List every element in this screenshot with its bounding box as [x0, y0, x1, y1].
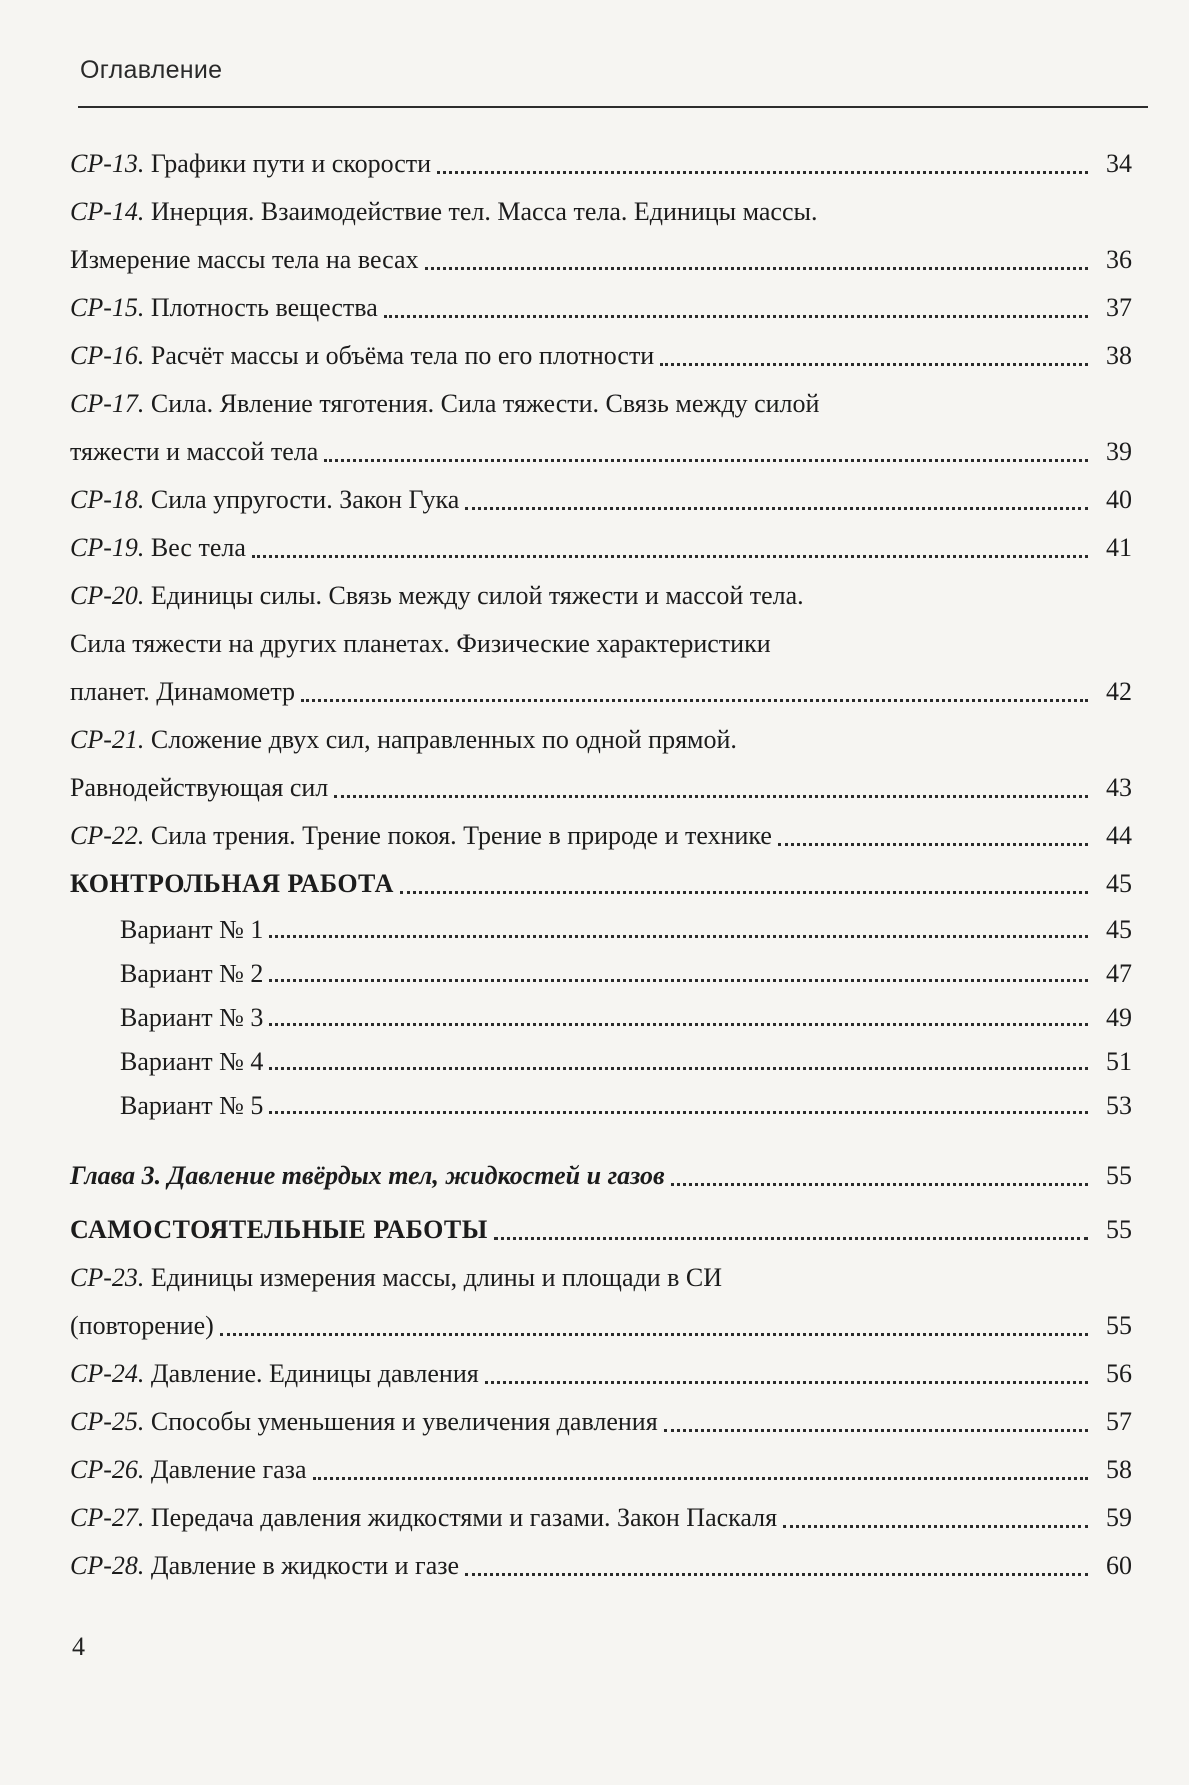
- variant-label: Вариант № 5: [120, 1091, 264, 1120]
- entry-title-cont: планет. Динамометр: [70, 677, 296, 706]
- toc-entry[interactable]: [70, 1542, 1132, 1590]
- entry-page: 58: [1106, 1455, 1132, 1484]
- leader-dots: [425, 267, 1088, 270]
- toc-chapter[interactable]: [70, 1152, 1132, 1200]
- entry-title-cont: тяжести и массой тела: [70, 437, 319, 466]
- toc-entry[interactable]: [70, 668, 1132, 716]
- entry-title-cont: Сила тяжести на других планетах. Физические характеристики: [70, 629, 771, 658]
- variant-page: 47: [1106, 959, 1132, 988]
- toc-variant[interactable]: [70, 908, 1132, 952]
- entry-page: 59: [1106, 1503, 1132, 1532]
- entry-page: 36: [1106, 245, 1132, 274]
- table-of-contents: [70, 140, 1132, 1590]
- entry-title-cont: (повторение): [70, 1311, 214, 1340]
- toc-variant[interactable]: [70, 952, 1132, 996]
- entry-title: Давление в жидкости и газе: [150, 1551, 460, 1580]
- variant-label: Вариант № 2: [120, 959, 264, 988]
- toc-entry-line[interactable]: [70, 1254, 1132, 1302]
- leader-dots: [485, 1381, 1088, 1384]
- entry-title: Расчёт массы и объёма тела по его плотности: [150, 341, 655, 370]
- entry-page: 56: [1106, 1359, 1132, 1388]
- entry-code: СР-18.: [70, 485, 145, 514]
- entry-code: СР-19.: [70, 533, 145, 562]
- toc-variant[interactable]: [70, 1084, 1132, 1128]
- leader-dots: [465, 1573, 1088, 1576]
- leader-dots: [269, 1023, 1088, 1026]
- entry-code: СР-15.: [70, 293, 145, 322]
- entry-page: 57: [1106, 1407, 1132, 1436]
- entry-code: СР-13.: [70, 149, 145, 178]
- toc-entry[interactable]: [70, 1350, 1132, 1398]
- leader-dots: [220, 1333, 1088, 1336]
- variant-page: 45: [1106, 915, 1132, 944]
- entry-title: Давление газа: [150, 1455, 307, 1484]
- leader-dots: [269, 1067, 1088, 1070]
- toc-entry-line[interactable]: [70, 380, 1132, 428]
- entry-page: 41: [1106, 533, 1132, 562]
- entry-code: СР-16.: [70, 341, 145, 370]
- leader-dots: [269, 1111, 1088, 1114]
- entry-page: 44: [1106, 821, 1132, 850]
- entry-code: СР-27.: [70, 1503, 145, 1532]
- entry-code: СР-26.: [70, 1455, 145, 1484]
- leader-dots: [660, 363, 1088, 366]
- variant-label: Вариант № 4: [120, 1047, 264, 1076]
- entry-title: Вес тела: [150, 533, 246, 562]
- leader-dots: [465, 507, 1088, 510]
- entry-code: СР-22.: [70, 821, 145, 850]
- entry-title: Сложение двух сил, направленных по одной прямой.: [150, 725, 737, 754]
- leader-dots: [783, 1525, 1088, 1528]
- leader-dots: [671, 1183, 1088, 1186]
- entry-title-cont: Равнодействующая сил: [70, 773, 329, 802]
- entry-page: 60: [1106, 1551, 1132, 1580]
- entry-title: Плотность вещества: [150, 293, 378, 322]
- toc-entry[interactable]: [70, 1446, 1132, 1494]
- leader-dots: [324, 459, 1088, 462]
- toc-entry[interactable]: [70, 284, 1132, 332]
- toc-variant[interactable]: [70, 996, 1132, 1040]
- entry-page: 45: [1106, 869, 1132, 898]
- leader-dots: [400, 891, 1088, 894]
- entry-page: 55: [1106, 1311, 1132, 1340]
- entry-title-cont: Измерение массы тела на весах: [70, 245, 419, 274]
- entry-page: 37: [1106, 293, 1132, 322]
- entry-page: 55: [1106, 1215, 1132, 1244]
- entry-title: Единицы измерения массы, длины и площади в СИ: [150, 1263, 723, 1292]
- toc-entry[interactable]: [70, 236, 1132, 284]
- leader-dots: [252, 555, 1088, 558]
- entry-page: 40: [1106, 485, 1132, 514]
- entry-title: Сила упругости. Закон Гука: [150, 485, 460, 514]
- entry-page: 38: [1106, 341, 1132, 370]
- variant-page: 53: [1106, 1091, 1132, 1120]
- entry-page: 43: [1106, 773, 1132, 802]
- entry-page: 34: [1106, 149, 1132, 178]
- toc-variant[interactable]: [70, 1040, 1132, 1084]
- variant-page: 51: [1106, 1047, 1132, 1076]
- toc-entry[interactable]: [70, 524, 1132, 572]
- entry-code: СР-21.: [70, 725, 145, 754]
- entry-title: Сила трения. Трение покоя. Трение в природе и технике: [150, 821, 772, 850]
- running-head: Оглавление: [80, 56, 223, 84]
- header-rule: [78, 106, 1148, 108]
- leader-dots: [334, 795, 1088, 798]
- toc-section-control[interactable]: [70, 860, 1132, 908]
- toc-entry[interactable]: [70, 332, 1132, 380]
- entry-title: Графики пути и скорости: [150, 149, 432, 178]
- entry-page: 55: [1106, 1161, 1132, 1190]
- variant-label: Вариант № 1: [120, 915, 264, 944]
- toc-entry[interactable]: [70, 140, 1132, 188]
- toc-entry[interactable]: [70, 476, 1132, 524]
- leader-dots: [269, 979, 1088, 982]
- leader-dots: [313, 1477, 1089, 1480]
- section-title: САМОСТОЯТЕЛЬНЫЕ РАБОТЫ: [70, 1215, 488, 1244]
- entry-title: Сила. Явление тяготения. Сила тяжести. Связь между силой: [150, 389, 820, 418]
- entry-title: Единицы силы. Связь между силой тяжести и массой тела.: [150, 581, 804, 610]
- page-number: 4: [72, 1632, 85, 1661]
- variant-page: 49: [1106, 1003, 1132, 1032]
- entry-code: СР-14.: [70, 197, 145, 226]
- entry-title: Способы уменьшения и увеличения давления: [150, 1407, 658, 1436]
- toc-entry-line[interactable]: [70, 572, 1132, 620]
- entry-title: Инерция. Взаимодействие тел. Масса тела. Единицы массы.: [150, 197, 818, 226]
- leader-dots: [269, 935, 1088, 938]
- chapter-title: Глава 3. Давление твёрдых тел, жидкостей и газов: [70, 1161, 665, 1190]
- toc-entry[interactable]: [70, 764, 1132, 812]
- entry-page: 42: [1106, 677, 1132, 706]
- toc-entry-line[interactable]: [70, 188, 1132, 236]
- toc-entry[interactable]: [70, 1494, 1132, 1542]
- section-title: КОНТРОЛЬНАЯ РАБОТА: [70, 869, 394, 898]
- leader-dots: [494, 1237, 1088, 1240]
- entry-page: 39: [1106, 437, 1132, 466]
- toc-entry[interactable]: [70, 812, 1132, 860]
- leader-dots: [437, 171, 1088, 174]
- toc-entry[interactable]: [70, 1398, 1132, 1446]
- entry-code: СР-20.: [70, 581, 145, 610]
- spacer: [70, 1128, 1132, 1152]
- leader-dots: [664, 1429, 1088, 1432]
- entry-code: СР-28.: [70, 1551, 145, 1580]
- variant-label: Вариант № 3: [120, 1003, 264, 1032]
- entry-code: СР-17.: [70, 389, 145, 418]
- leader-dots: [384, 315, 1088, 318]
- leader-dots: [301, 699, 1088, 702]
- entry-code: СР-25.: [70, 1407, 145, 1436]
- toc-section-independent[interactable]: [70, 1206, 1132, 1254]
- entry-title: Давление. Единицы давления: [150, 1359, 479, 1388]
- entry-code: СР-23.: [70, 1263, 145, 1292]
- entry-title: Передача давления жидкостями и газами. Закон Паскаля: [150, 1503, 778, 1532]
- toc-entry[interactable]: [70, 1302, 1132, 1350]
- toc-entry[interactable]: [70, 428, 1132, 476]
- leader-dots: [778, 843, 1088, 846]
- toc-entry-line[interactable]: [70, 716, 1132, 764]
- entry-code: СР-24.: [70, 1359, 145, 1388]
